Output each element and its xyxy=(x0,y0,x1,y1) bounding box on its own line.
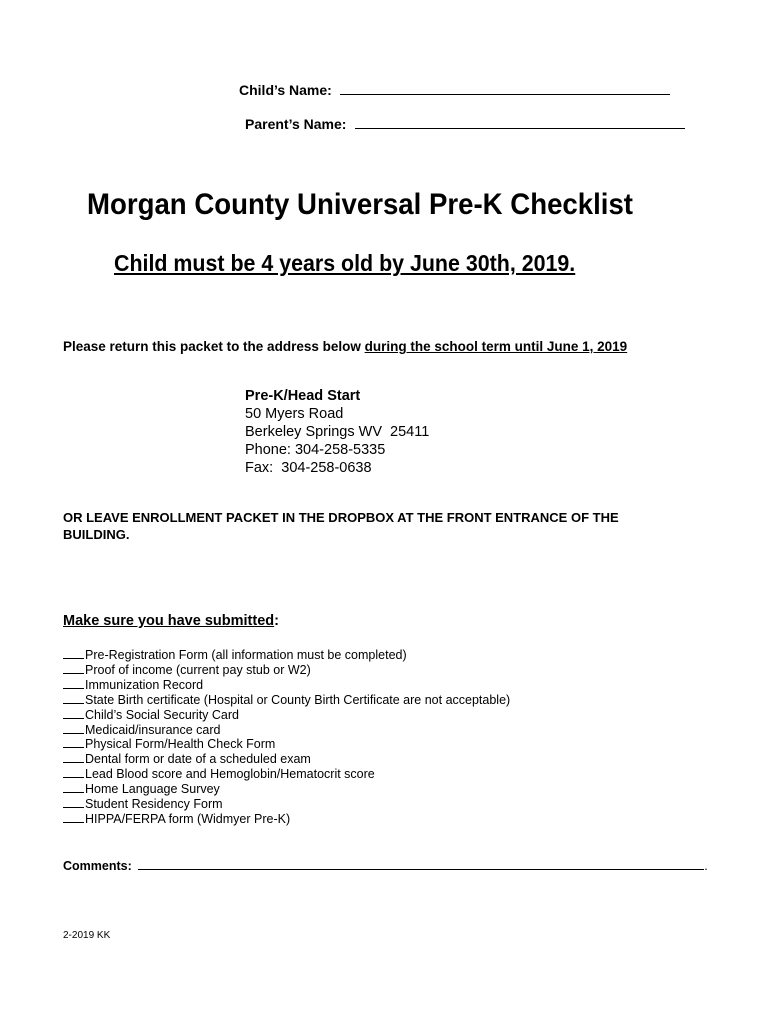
list-item: Immunization Record xyxy=(63,678,510,693)
list-item: Lead Blood score and Hemoglobin/Hematocrit score xyxy=(63,767,510,782)
comments-label: Comments: xyxy=(63,859,132,873)
checklist xyxy=(63,648,510,827)
page-title: Morgan County Universal Pre-K Checklist xyxy=(87,188,633,221)
comments-row xyxy=(63,857,708,875)
return-notice-text: Please return this packet to the address below xyxy=(63,339,365,354)
list-item: HIPPA/FERPA form (Widmyer Pre-K) xyxy=(63,812,510,827)
dropbox-notice: OR LEAVE ENROLLMENT PACKET IN THE DROPBOX AT THE FRONT ENTRANCE OF THE BUILDING. xyxy=(63,510,619,542)
return-notice xyxy=(63,339,627,354)
list-item: Child’s Social Security Card xyxy=(63,708,510,723)
address-city: Berkeley Springs WV 25411 xyxy=(245,424,430,440)
footer-code: 2-2019 KK xyxy=(63,930,111,941)
age-requirement: Child must be 4 years old by June 30th, 2019. xyxy=(114,250,576,276)
check-blank[interactable] xyxy=(63,737,84,748)
check-blank[interactable] xyxy=(63,723,84,734)
child-name-row xyxy=(239,82,670,100)
check-blank[interactable] xyxy=(63,752,84,763)
check-blank[interactable] xyxy=(63,812,84,823)
return-notice-deadline: during the school term until June 1, 2019 xyxy=(364,339,628,354)
parent-name-row xyxy=(245,116,685,134)
list-item: Student Residency Form xyxy=(63,797,510,812)
list-item: Dental form or date of a scheduled exam xyxy=(63,752,510,767)
list-item: Proof of income (current pay stub or W2) xyxy=(63,663,510,678)
checklist-heading: Make sure you have submitted xyxy=(63,613,275,629)
address-phone: Phone: 304-258-5335 xyxy=(245,442,386,458)
check-blank[interactable] xyxy=(63,678,84,689)
child-name-label: Child’s Name: xyxy=(239,82,332,98)
parent-name-field[interactable] xyxy=(355,116,685,129)
address-name: Pre-K/Head Start xyxy=(245,388,361,404)
check-blank[interactable] xyxy=(63,708,84,719)
child-name-field[interactable] xyxy=(340,82,670,95)
list-item: Pre-Registration Form (all information must be completed) xyxy=(63,648,510,663)
list-item: Physical Form/Health Check Form xyxy=(63,737,510,752)
comments-period: . xyxy=(704,859,708,873)
checklist-heading-row xyxy=(63,613,279,629)
address-street: 50 Myers Road xyxy=(245,406,344,422)
check-blank[interactable] xyxy=(63,663,84,674)
check-blank[interactable] xyxy=(63,782,84,793)
check-blank[interactable] xyxy=(63,767,84,778)
parent-name-label: Parent’s Name: xyxy=(245,116,347,132)
check-blank[interactable] xyxy=(63,797,84,808)
checklist-heading-colon: : xyxy=(274,613,279,629)
address-block xyxy=(245,387,429,477)
list-item: Home Language Survey xyxy=(63,782,510,797)
check-blank[interactable] xyxy=(63,648,84,659)
comments-field[interactable] xyxy=(138,859,704,870)
check-blank[interactable] xyxy=(63,693,84,704)
list-item: State Birth certificate (Hospital or County Birth Certificate are not acceptable) xyxy=(63,693,510,708)
address-fax: Fax: 304-258-0638 xyxy=(245,460,372,476)
list-item: Medicaid/insurance card xyxy=(63,723,510,738)
